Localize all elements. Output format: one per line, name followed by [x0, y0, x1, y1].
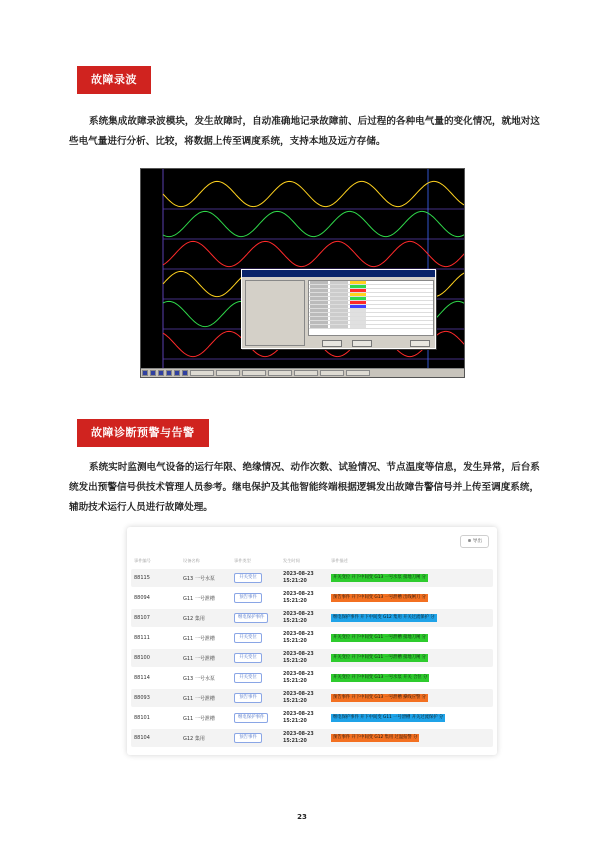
- toolbar-button[interactable]: [216, 370, 240, 376]
- column-header: 事件描述: [331, 558, 348, 563]
- dialog-button[interactable]: [410, 340, 430, 347]
- event-type-tag[interactable]: 开关变位: [234, 673, 262, 683]
- event-time: [283, 731, 314, 745]
- waveform-trace: [163, 241, 465, 266]
- toolbar-button[interactable]: [150, 370, 156, 376]
- device-name: G11 一号泄槽: [183, 656, 215, 662]
- toolbar-button[interactable]: [174, 370, 180, 376]
- channel-cell: [330, 313, 348, 316]
- event-description: 继电保护事件 开下中间变 G12 集用 开关过流保护 分: [333, 615, 435, 620]
- toolbar-button[interactable]: [166, 370, 172, 376]
- channel-cell: [310, 309, 328, 312]
- event-date: 2023-08-23: [283, 672, 314, 677]
- event-date: 2023-08-23: [283, 592, 314, 597]
- device-name: G12 集用: [183, 736, 205, 742]
- event-clock: 15:21:20: [283, 699, 307, 704]
- table-row[interactable]: [131, 629, 493, 647]
- event-description: 预告事件 开下中间变 G13 一号泄槽 出线闸刀 分: [333, 595, 426, 600]
- channel-color: [350, 317, 366, 320]
- event-id: 88100: [134, 655, 150, 661]
- channel-color: [350, 289, 366, 292]
- channel-color: [350, 309, 366, 312]
- event-description: 开关变位 开下中间变 G11 一号泄槽 接地刀闸 分: [333, 635, 426, 640]
- channel-color: [350, 321, 366, 324]
- event-time: [283, 711, 314, 725]
- export-button[interactable]: [460, 535, 489, 548]
- event-time: [283, 571, 314, 585]
- event-date: 2023-08-23: [283, 732, 314, 737]
- table-row[interactable]: [131, 729, 493, 747]
- event-clock: 15:21:20: [283, 659, 307, 664]
- event-type-tag[interactable]: 开关变位: [234, 653, 262, 663]
- channel-color: [350, 285, 366, 288]
- table-row[interactable]: [131, 669, 493, 687]
- table-row[interactable]: [131, 709, 493, 727]
- page-number: 23: [297, 813, 307, 821]
- channel-cell: [310, 293, 328, 296]
- device-name: G11 一号泄槽: [183, 636, 215, 642]
- event-date: 2023-08-23: [283, 692, 314, 697]
- event-id: 88093: [134, 695, 150, 701]
- event-date: 2023-08-23: [283, 712, 314, 717]
- fault-diagnosis-paragraph: 系统实时监测电气设备的运行年限、绝缘情况、动作次数、试验情况、节点温度等信息，发生异常，后台系统发出预警信号供技术管理人员参考。继电保护及其他智能终端根据逻辑发出故障告警信号并上传至调度系统，辅助技术运行人员进行故障处理。: [69, 462, 540, 513]
- fault-waveform-screenshot: [140, 168, 465, 378]
- event-time: [283, 651, 314, 665]
- device-name: G11 一号泄槽: [183, 596, 215, 602]
- toolbar-button[interactable]: [190, 370, 214, 376]
- device-name: G11 一号泄槽: [183, 716, 215, 722]
- channel-cell: [310, 313, 328, 316]
- dialog-button[interactable]: [322, 340, 342, 347]
- channel-color: [350, 325, 366, 328]
- event-id: 88115: [134, 575, 150, 581]
- channel-cell: [310, 285, 328, 288]
- channel-color: [350, 293, 366, 296]
- toolbar-button[interactable]: [294, 370, 318, 376]
- event-time: [283, 591, 314, 605]
- section-title-fault-diagnosis: 故障诊断预警与告警: [77, 419, 209, 447]
- device-name: G13 一号水泵: [183, 676, 215, 682]
- event-time: [283, 611, 314, 625]
- event-description: 开关变位 开下中间变 G13 一号水泵 开关 合位 分: [333, 675, 428, 680]
- channel-cell: [310, 321, 328, 324]
- event-description: 开关变位 开下中间变 G11 一号泄槽 接地刀闸 分: [333, 655, 426, 660]
- table-row[interactable]: [131, 609, 493, 627]
- event-description: 预告事件 开下中间变 G12 集用 过温报警 分: [333, 735, 418, 740]
- channel-color: [350, 297, 366, 300]
- alarm-table-card: [127, 527, 497, 755]
- event-clock: 15:21:20: [283, 719, 307, 724]
- event-time: [283, 631, 314, 645]
- channel-color: [350, 313, 366, 316]
- event-type-tag[interactable]: 预告事件: [234, 693, 262, 703]
- column-header: 事件编号: [134, 558, 151, 563]
- channel-cell: [310, 305, 328, 308]
- waveform-axis: [141, 169, 163, 378]
- column-header: 事件类型: [234, 558, 251, 563]
- event-type-tag[interactable]: 开关变位: [234, 573, 262, 583]
- event-type-tag[interactable]: 继电保护事件: [234, 613, 268, 623]
- toolbar-button[interactable]: [268, 370, 292, 376]
- channel-cell: [330, 305, 348, 308]
- table-row[interactable]: [131, 649, 493, 667]
- event-date: 2023-08-23: [283, 572, 314, 577]
- event-type-tag[interactable]: 预告事件: [234, 733, 262, 743]
- waveform-trace: [163, 181, 465, 206]
- section-title-fault-recording: 故障录波: [77, 66, 151, 94]
- column-header: 发生时间: [283, 558, 300, 563]
- waveform-toolbar: [141, 368, 464, 377]
- waveform-settings-dialog: [241, 269, 436, 349]
- toolbar-button[interactable]: [346, 370, 370, 376]
- event-id: 88114: [134, 675, 150, 681]
- event-time: [283, 691, 314, 705]
- waveform-trace: [163, 211, 465, 236]
- channel-cell: [310, 289, 328, 292]
- table-row[interactable]: [131, 569, 493, 587]
- event-time: [283, 671, 314, 685]
- event-date: 2023-08-23: [283, 632, 314, 637]
- channel-color: [350, 301, 366, 304]
- event-description: 开关变位 开下中间变 G13 一号水泵 接地刀闸 分: [333, 575, 426, 580]
- channel-cell: [330, 289, 348, 292]
- table-row[interactable]: [131, 589, 493, 607]
- table-row[interactable]: [131, 689, 493, 707]
- event-date: 2023-08-23: [283, 612, 314, 617]
- table-header: [127, 555, 497, 567]
- event-clock: 15:21:20: [283, 679, 307, 684]
- event-clock: 15:21:20: [283, 599, 307, 604]
- toolbar-button[interactable]: [158, 370, 164, 376]
- event-type-tag[interactable]: 开关变位: [234, 633, 262, 643]
- channel-cell: [330, 285, 348, 288]
- channel-cell: [310, 317, 328, 320]
- toolbar-button[interactable]: [242, 370, 266, 376]
- channel-color: [350, 281, 366, 284]
- channel-cell: [330, 301, 348, 304]
- dialog-button[interactable]: [352, 340, 372, 347]
- channel-row[interactable]: [309, 325, 433, 329]
- toolbar-button[interactable]: [182, 370, 188, 376]
- export-label: 导出: [472, 539, 482, 544]
- channel-cell: [330, 317, 348, 320]
- event-description: 预告事件 开下中间变 G13 一号泄槽 操线应警 分: [333, 695, 426, 700]
- event-type-tag[interactable]: 预告事件: [234, 593, 262, 603]
- channel-cell: [310, 297, 328, 300]
- event-id: 88101: [134, 715, 150, 721]
- event-clock: 15:21:20: [283, 739, 307, 744]
- export-icon: ⊕: [467, 539, 472, 544]
- event-type-tag[interactable]: 继电保护事件: [234, 713, 268, 723]
- channel-color: [350, 305, 366, 308]
- channel-cell: [310, 325, 328, 328]
- channel-cell: [330, 321, 348, 324]
- event-clock: 15:21:20: [283, 579, 307, 584]
- event-clock: 15:21:20: [283, 639, 307, 644]
- channel-cell: [330, 325, 348, 328]
- channel-cell: [330, 293, 348, 296]
- event-description: 继电保护事件 开下中间变 G11 一号泄槽 开关过流保护 分: [333, 715, 444, 720]
- channel-cell: [330, 309, 348, 312]
- event-id: 88094: [134, 595, 150, 601]
- event-clock: 15:21:20: [283, 619, 307, 624]
- device-name: G13 一号水泵: [183, 576, 215, 582]
- channel-cell: [310, 301, 328, 304]
- channel-cell: [330, 297, 348, 300]
- device-name: G11 一号泄槽: [183, 696, 215, 702]
- fault-recording-paragraph: 系统集成故障录波模块，发生故障时，自动准确地记录故障前、后过程的各种电气量的变化情况，就地对这些电气量进行分析、比较，将数据上传至调度系统，支持本地及远方存储。: [69, 116, 540, 147]
- dialog-options-panel: [245, 280, 305, 346]
- event-date: 2023-08-23: [283, 652, 314, 657]
- dialog-titlebar: [242, 270, 435, 277]
- channel-list: [308, 280, 434, 336]
- channel-cell: [330, 281, 348, 284]
- event-id: 88111: [134, 635, 150, 641]
- toolbar-button[interactable]: [320, 370, 344, 376]
- column-header: 设备名称: [183, 558, 200, 563]
- toolbar-button[interactable]: [142, 370, 148, 376]
- channel-cell: [310, 281, 328, 284]
- event-id: 88107: [134, 615, 150, 621]
- event-id: 88104: [134, 735, 150, 741]
- device-name: G12 集用: [183, 616, 205, 622]
